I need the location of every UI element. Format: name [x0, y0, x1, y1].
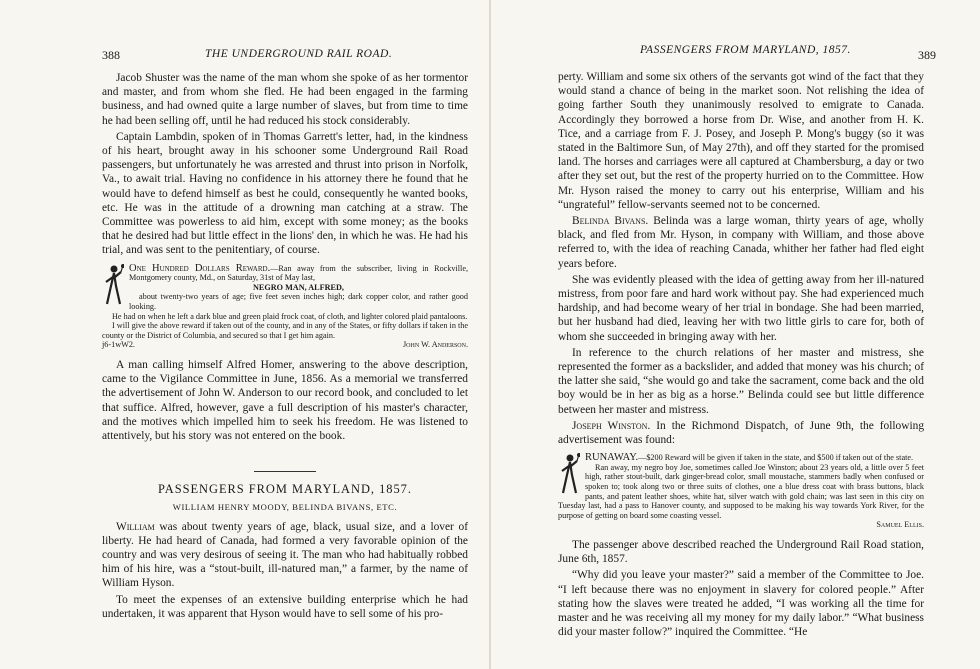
- right-page: [490, 0, 980, 669]
- right-text-column: [558, 70, 924, 641]
- paragraph: perty. William and some six others of the servants got wind of the fact that they would stand a chance of being in the market soon. Not relishing the idea of going farther South they unanimously resolved to emigrate to Canada. Accordingly they borrowed a horse from Dr. Wise, and another from H. K. Tice, and a carriage from F. J. Posey, and Joseph P. Mong's buggy (so it was stated in the Baltimore Sun, of May 27th), and off they started for the promised land. The horses and carriages were all captured at Chambersburg, a day or two after they set out, but the rest of the property hurried on to the Committee. How Mr. Hyson raised the money to carry out his enterprise, William and his “ungrateful” fellow-servants seemed not to be concerned.: [558, 71, 924, 211]
- ad-code: j6-1wW2.: [102, 340, 135, 350]
- runaway-advertisement: RUNAWAY.—$200 Reward will be given if taken in the state, and $500 if taken out of the state. Ran away, my negro boy Joe, sometimes called Joe Winston; about 23 years old, a little over 5 feet high, rather stout-built, dark ginger-bread color, small moustache, stammers badly when confused or spoken to; took along two or three suits of clothes, one a blue dress coat with brass buttons, black pants, and patent leather shoes, white hat, silver watch with gold chain; was last seen in this city on Tuesday last, had a pass to Hanover county, and supposed to be making his way towards York River, for the purpose of getting on board some coasting vessel. Samuel Ellis.: [558, 452, 924, 530]
- paragraph: William was about twenty years of age, black, usual size, and a lover of liberty. He had heard of Canada, had formed a very favorable opinion of the country and was very desirous of seeing it. The man who had habitually robbed him of his hire, was a “stout-built, ill-natured man,” a farmer, by the name of William Hyson.: [102, 520, 468, 590]
- ad-signature: John W. Anderson.: [403, 340, 468, 350]
- ad-headline: RUNAWAY.: [585, 452, 639, 464]
- running-head: THE UNDERGROUND RAIL ROAD.: [205, 48, 393, 60]
- paragraph: Joseph Winston. In the Richmond Dispatch, of June 9th, the following advertisement was found:: [558, 419, 925, 447]
- paragraph: Belinda Bivans. Belinda was a large woman, thirty years of age, wholly black, and fled from Mr. Hyson, in company with William, and those above referred to, with the idea of reaching Canada, whither her father had fled eight years before.: [558, 215, 925, 270]
- ad-signature: Samuel Ellis.: [876, 520, 924, 530]
- page-number: 388: [102, 48, 120, 62]
- paragraph: A man calling himself Alfred Homer, answering to the above description, came to the Vigilance Committee in June, 1856. As a memorial we transferred the advertisement of John W. Anderson to our record book, and concluded to let that suffice. Alfred, however, gave a full description of his master's character, and the motives which impelled him to seek his freedom. He was listened to attentively, but his story was not entered on the book.: [102, 358, 468, 442]
- runaway-figure-icon: [104, 264, 124, 306]
- paragraph: Jacob Shuster was the name of the man whom she spoke of as her tormentor and master, and from whom she fled. He had been engaged in the farming business, and had owned quite a large number of slaves, but from time to time he had been selling off, until he had reduced his stock considerably.: [102, 72, 468, 127]
- paragraph: “Why did you leave your master?” said a member of the Committee to Joe. “I left because there was no enjoyment in slavery for colored people.” After stating how the slaves were treated he added, “I was working all the time for master and he was receiving all my money for my daily labor.” “What business did your master follow?” inquired the Committee. “He: [558, 569, 924, 639]
- paragraph: To meet the expenses of an extensive building enterprise which he had undertaken, it was apparent that Hyson would have to sell some of his pro-: [102, 593, 468, 620]
- section-title: PASSENGERS FROM MARYLAND, 1857.: [158, 482, 412, 497]
- ad-name: NEGRO MAN, ALFRED,: [253, 282, 344, 292]
- ad-headline: One Hundred Dollars Reward.: [129, 262, 271, 274]
- section-subtitle: WILLIAM HENRY MOODY, BELINDA BIVANS, ETC.: [172, 502, 398, 513]
- paragraph: The passenger above described reached the Underground Rail Road station, June 6th, 1857.: [558, 539, 924, 566]
- section-divider: [254, 471, 316, 472]
- reward-advertisement: One Hundred Dollars Reward.—Ran away from the subscriber, living in Rockville, Montgomery county, Md., on Saturday, 31st of May last, NEGRO MAN, ALFRED, about twenty-two years of age; five feet seven inches high; dark copper color, and rather good looking. He had on when he left a dark blue and green plaid frock coat, of cloth, and lighter colored plaid pantaloons. I will give the above reward if taken out of the county, and in any of the States, or fifty dollars if taken in the county or the District of Columbia, and secured so that I get him again. j6-1wW2. John W. Anderson.: [102, 262, 468, 350]
- page-number: 389: [918, 48, 936, 62]
- paragraph: Captain Lambdin, spoken of in Thomas Garrett's letter, had, in the kindness of his heart, brought away in his schooner some Underground Rail Road passengers, but unfortunately he was arrested and thrust into prison in Norfolk, Va., to await trial. Having no confidence in his attorney there he found that he would have to defend himself as best he could, consequently he wanted books, etc. He was in the attitude of a drowning man catching at a straw. The Committee was powerless to aid him, except with some money; as the books that he desired had but little effect in the lions' den, in which he was. He had his trial, and was sent to the penitentiary, of course.: [102, 130, 468, 257]
- running-head: PASSENGERS FROM MARYLAND, 1857.: [640, 44, 851, 56]
- runaway-figure-icon: [560, 453, 580, 495]
- paragraph: She was evidently pleased with the idea of getting away from her ill-natured mistress, from poor fare and hard work without pay. She had experienced much hardship, and had become weary of her trial in bondage. She had been married, but her husband had died, leaving her with two little girls to care for, both of whom she succeeded in bringing away with her.: [558, 273, 924, 343]
- left-text-column: [102, 71, 468, 623]
- paragraph: In reference to the church relations of her master and mistress, she represented the former as a backslider, and added that money was his church; of the latter she said, “she would go and take the sacrament, come back and the old boy would be in her as big as a horse.” Belinda could see but little difference between her master and mistress.: [558, 346, 924, 416]
